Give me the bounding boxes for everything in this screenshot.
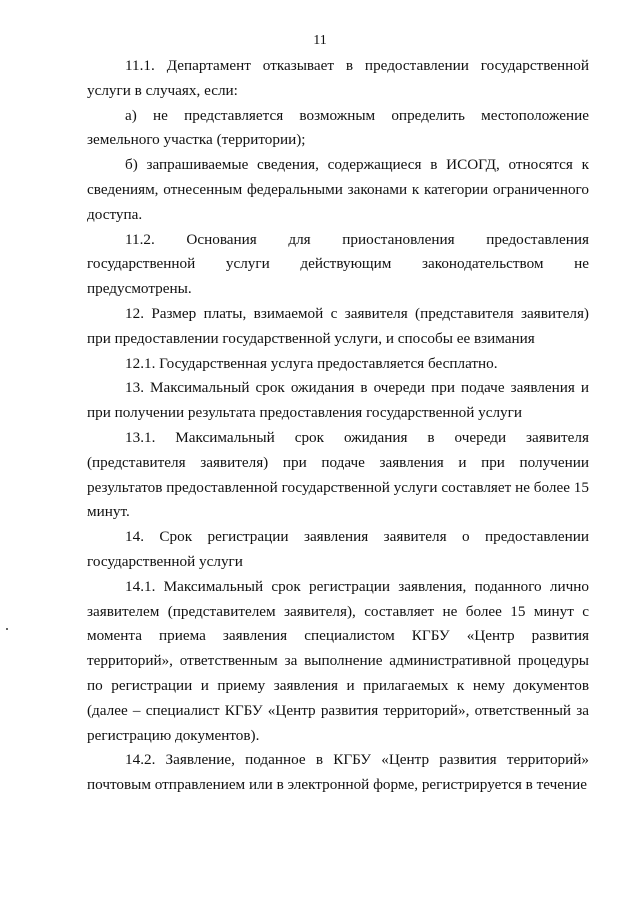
heading-14: 14. Срок регистрации заявления заявителя о предоставлении государственной услуги <box>87 528 589 570</box>
paragraph-11-1-b: б) запрашиваемые сведения, содержащиеся в ИСОГД, относятся к сведениям, отнесенным федеральными законами к категории ограниченного доступа. <box>87 156 589 223</box>
paragraph-11-1: 11.1. Департамент отказывает в предоставлении государственной услуги в случаях, если: <box>87 57 589 99</box>
heading-13: 13. Максимальный срок ожидания в очереди при подаче заявления и при получении результата предоставления государственной услуги <box>87 379 589 422</box>
paragraph-11-1-a: а) не представляется возможным определить местоположение земельного участка (территории); <box>87 106 589 149</box>
paragraph-14-1: 14.1. Максимальный срок регистрации заявления, поданного лично заявителем (представителем заявителя), составляет не более 15 минут с момента приема заявления специалистом КГБУ «Центр развития территорий», ответственным за выполнение административной процедуры по регистрации и приему заявления и прилагаемых к нему документов (далее – специалист КГБУ «Центр развития территорий», ответственный за регистрацию документов). <box>87 577 589 744</box>
paragraph-13-1: 13.1. Максимальный срок ожидания в очереди заявителя (представителя заявителя) при подаче заявления и при получении результатов предоставленной государственной услуги составляет не более 15 минут. <box>87 428 589 521</box>
paragraph-12-1: 12.1. Государственная услуга предоставляется бесплатно. <box>125 354 498 372</box>
heading-12: 12. Размер платы, взимаемой с заявителя (представителя заявителя) при предоставлении государственной услуги, и способы ее взимания <box>87 304 589 347</box>
document-body <box>87 54 589 798</box>
paragraph-11-2: 11.2. Основания для приостановления предоставления государственной услуги действующим законодательством не предусмотрены. <box>87 230 589 298</box>
scan-mark <box>6 628 8 630</box>
paragraph-14-2: 14.2. Заявление, поданное в КГБУ «Центр развития территорий» почтовым отправлением или в электронной форме, регистрируется в течение <box>87 751 589 794</box>
page-number: 11 <box>313 33 327 48</box>
